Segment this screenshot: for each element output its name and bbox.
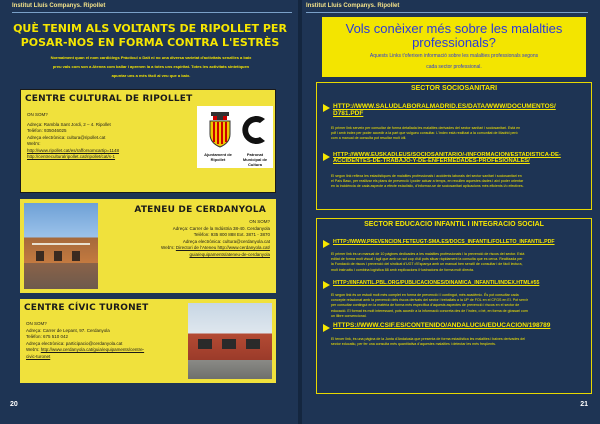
- educacio-link-1[interactable]: HTTP://WWW.PREVENCION.FETEUGT-SMA.ES/DOCS_INFANTIL/FOLLETO_INFANTIL.PDF: [333, 239, 555, 245]
- intro-text: Normalment quan el nom cardiòlegs Pràcticul o Dalt ni no una diversa varietat d'activitats senzilles a baix preu vals com son a Atenea com ballar i aprenen la a totes uns espiritat. Totes les activitats sintetiquen apuntar uns a més fàcil al veu que a baix.: [50, 55, 252, 78]
- centre-civic-photo: [188, 303, 272, 379]
- arrow-icon: [323, 153, 330, 161]
- centre-cultural-link-1[interactable]: http://www.ripollet.cat/es/rafforsomcartip=1148: [27, 147, 120, 153]
- ateneu-link-1[interactable]: Directori de l'Ateneu http://www.cerdanyola.cat/: [175, 245, 270, 250]
- sanitari-link-2[interactable]: HTTP://WWW.EUSKADI.EUS/SOCIOSANITARIO/-/INFORMACION/ESTADISTICA-DE- ACCIDENTES-DE-TRABAJO-Y-DE-ENFERMEDADES-PROFESIONALES/: [333, 152, 561, 164]
- page-title: [8, 22, 292, 50]
- centre-cultural-title: CENTRE CULTURAL DE RIPOLLET: [25, 94, 193, 104]
- educacio-desc-2: El segon link és un estudi molt més complet en forma de prevenció i l contingut, més acadèmic. És pot consultar cada concepte relacionat amb la prevenció dels riscos derivats del sector i treballats a la UP de FOL en el CFGS en EI. Pot servir per consultar contingut en la matèria de forma més específica d'aquests aspectes de prevenció i riscos en el sector de educació. El format és molt interessant, pots accedir a la informació concreta des de l'índex, o bé, en forma de glossari com un llibre convencional.: [331, 293, 528, 318]
- centre-civic-info: ON SOM? Adreça: Carrer de Lepant, 97. Cerdanyola Telèfon: 675 510 042 Adreça electrònica: participacio@cerdanyola.cat Web's: http://www.cerdanyola.cat/guia/equipaments/centre- civic-turonet: [26, 321, 184, 360]
- ripollet-coat-of-arms-icon: [203, 110, 237, 150]
- sector-educacio-title: SECTOR EDUCACIO INFANTIL I INTEGRACIO SOCIAL: [364, 221, 544, 228]
- ateneu-photo: [24, 203, 98, 289]
- arrow-icon: [323, 240, 330, 248]
- patronat-cultura-logo-icon: [239, 111, 269, 149]
- sanitari-desc-2: El segon link reflexa les estadístiques de malalties professionals i accidents laborals del sector sanitari i sociosanitari en el País Basc, per realitzar els plans de prevenció i poder actuar a temps, en recullen aquestes dades i així poder orientar en la incidència de cada aspecte a efecte estadístic, d'informar-se de sociosanitari aplicacions més eficients i/o efectives.: [331, 174, 524, 189]
- centre-civic-link-2[interactable]: civic-turonet: [26, 353, 51, 359]
- ateneu-box: [20, 199, 276, 293]
- logos-panel: [197, 106, 273, 168]
- educacio-desc-1: El primer link és un manual de 10 pàgines dedicades a les malalties professionals i la prevenció de riscos del sector. Està editat de forma molt visual i àgil que amb un sol cop d'ull pots situar ràpidament la consulta que es cerca. Realitzada per la Fundació de riscos i prevenció del sindicat d'UGT d'Espanya amb un manual ben senzill de consultar i de fàcil lectura, molt instructiu i combina logística 88 amb explicacions il·lustracions de forma molt directa.: [331, 252, 525, 272]
- page-number-left: 20: [10, 401, 18, 408]
- sanitari-desc-1: El primer link serveix per consultar de forma detallada les malalties derivades del sector sanitari i sociosanitari. Està en pdf i amb index per poder accedir a la part que vulgueu consultar. L'índex està realitzat a la comunitat de Madrid però com a manual de consulta pot resultar molt útil.: [331, 126, 521, 141]
- educacio-desc-3: El tercer link, és una pàgina de la Junta d'Andalusia que presenta de forma estadística les malalties i baixes derivades del sector educatiu, per fer una consulta més quantitativa d'aquestes malalties i detectar les més freqüents.: [331, 337, 526, 347]
- malalties-subtitle: Aquests Links t'oferixen informació sobre les malalties professionals segons cada sector professional.: [369, 53, 539, 70]
- centre-cultural-box: [20, 89, 276, 193]
- header-right: Institut Lluís Companys. Ripollet: [306, 3, 400, 9]
- ateneu-link-2[interactable]: guia/equipaments/ateneu-de-cerdanyola: [189, 251, 270, 257]
- arrow-icon: [323, 324, 330, 332]
- centre-civic-link-1[interactable]: http://www.cerdanyola.cat/guia/equipaments/centre-: [40, 347, 145, 352]
- centre-cultural-info: ON SOM? Adreça: Rambla Sant Jordi, 2 – 4. Ripollet Telèfon: 935046025 Adreça electrònica: cultura@ripollet.cat Web's: http://www.ripollet.cat/es/rafforsomcartip=1148 http://centreculturalripollet.cat/ripollet/cat/s-1: [27, 112, 187, 161]
- ajuntament-caption: Ajuntament de Ripollet: [204, 152, 232, 162]
- sanitari-link-1[interactable]: HTTP://WWW.SALUDLABORALMADRID.ES/DATA/WWW/DOCUMENTOS/ D781.PDF: [333, 103, 556, 117]
- right-page: [302, 0, 600, 424]
- header-rule: [12, 12, 292, 13]
- ateneu-info: ON SOM? Adreça: Carrer de la Indústria 38-40. Cerdanyola Telèfon: 935 800 888 Ext. 3871 - 3870 Adreça electrònica: cultura@cerdanyola.cat Web's: Directori de l'Ateneu http://www.cerdanyola.cat/ guia/equipaments/ateneu-de-cerdanyola: [104, 219, 270, 258]
- patronat-caption: Patronat Municipal de Cultura: [242, 152, 268, 167]
- sector-sociosanitari-title: SECTOR SOCIOSANITARI: [410, 85, 498, 92]
- left-page: [0, 0, 298, 424]
- educacio-link-3[interactable]: HTTPS://WWW.CSIF.ES/CONTENIDO/ANDALUCIA/EDUCACION/198789: [333, 322, 551, 329]
- educacio-link-2[interactable]: HTTP://INFANTIL.PBL.ORG/PUBLICACIONES/DINAMICA_INFANTIL/INDEX.HTML#55: [333, 280, 540, 286]
- header-rule-right: [306, 12, 588, 13]
- page-title-line1: QUÈ TENIM ALS VOLTANTS DE RIPOLLET PER: [13, 22, 287, 35]
- arrow-icon: [323, 104, 330, 112]
- page-title-line2: POSAR-NOS EN FORMA CONTRA L'ESTRÈS: [20, 36, 280, 49]
- sector-sociosanitari-panel: [316, 82, 592, 210]
- centre-civic-box: [20, 299, 276, 383]
- centre-cultural-link-2[interactable]: http://centreculturalripollet.cat/ripollet/cat/s-1: [27, 154, 116, 159]
- centre-civic-title: CENTRE CÍVIC TURONET: [24, 303, 149, 313]
- arrow-icon: [323, 281, 330, 289]
- header-left: Institut Lluís Companys. Ripollet: [12, 3, 106, 9]
- sector-educacio-panel: [316, 218, 592, 394]
- malalties-box: [322, 17, 586, 77]
- page-number-right: 21: [580, 401, 588, 408]
- malalties-title: Vols conèixer més sobre les malalties professionals?: [345, 21, 563, 50]
- ateneu-title: ATENEU DE CERDANYOLA: [134, 205, 266, 215]
